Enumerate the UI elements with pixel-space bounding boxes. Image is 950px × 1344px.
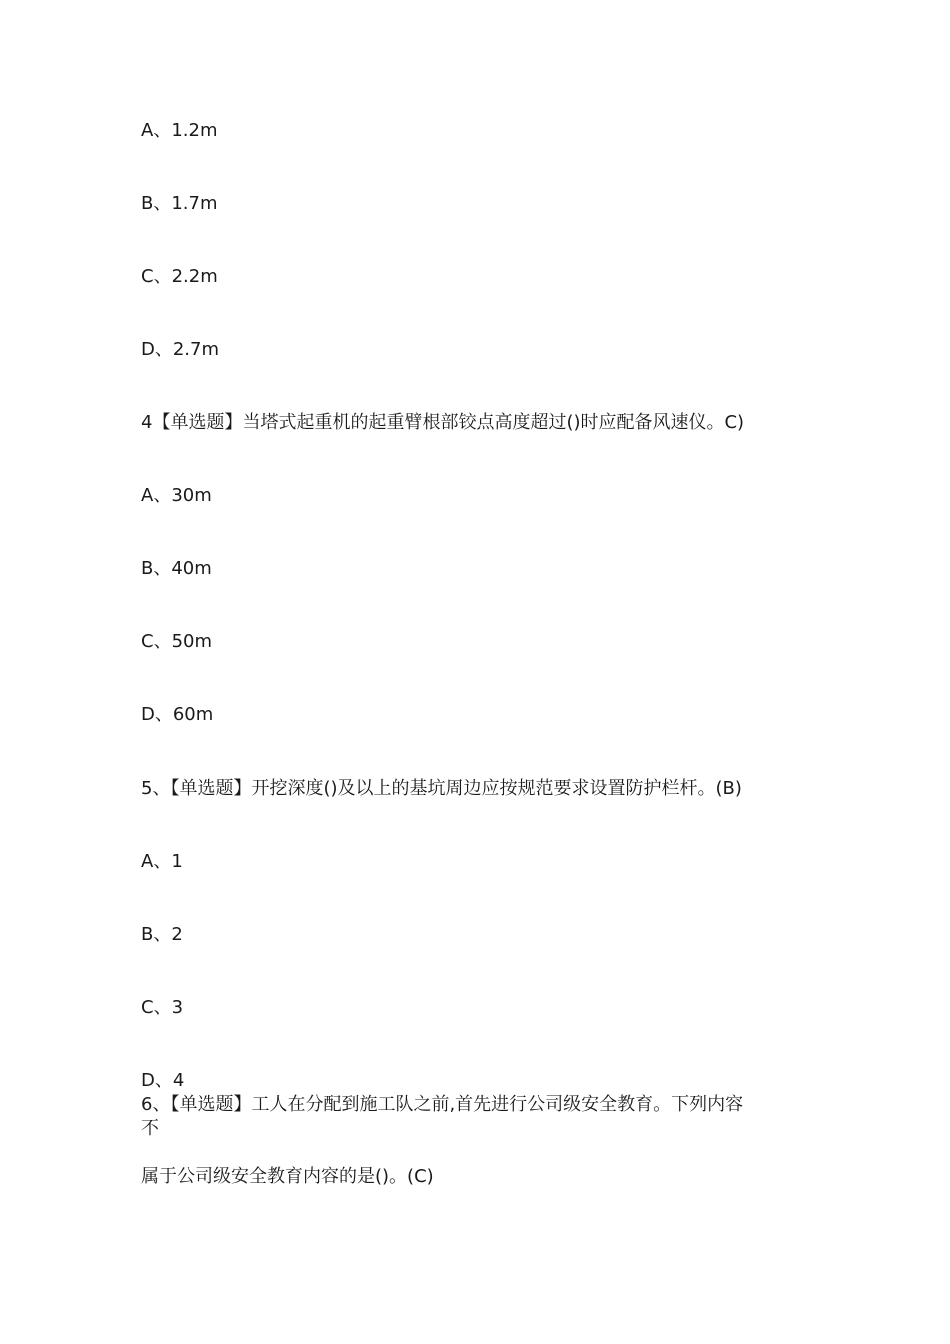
q3-option-d: D、2.7m — [141, 339, 220, 360]
q4-option-b: B、40m — [141, 558, 212, 579]
q3-option-c: C、2.2m — [141, 266, 218, 287]
q5-option-a: A、1 — [141, 851, 183, 872]
q5-option-c: C、3 — [141, 997, 184, 1018]
q5-option-d: D、4 — [141, 1070, 185, 1091]
q3-option-b: B、1.7m — [141, 193, 218, 214]
q3-option-a: A、1.2m — [141, 120, 218, 141]
q4-option-d: D、60m — [141, 704, 214, 725]
q4-option-a: A、30m — [141, 485, 212, 506]
q6-stem-line1: 6、【单选题】工人在分配到施工队之前,首先进行公司级安全教育。下列内容 — [141, 1094, 744, 1115]
q4-stem: 4【单选题】当塔式起重机的起重臂根部铰点高度超过()时应配备风速仪。C) — [141, 412, 745, 433]
q6-stem-line3: 属于公司级安全教育内容的是()。(C) — [141, 1166, 434, 1187]
q5-stem: 5、【单选题】开挖深度()及以上的基坑周边应按规范要求设置防护栏杆。(B) — [141, 778, 742, 799]
q6-stem-line2: 不 — [141, 1118, 159, 1139]
q5-option-b: B、2 — [141, 924, 183, 945]
q4-option-c: C、50m — [141, 631, 213, 652]
